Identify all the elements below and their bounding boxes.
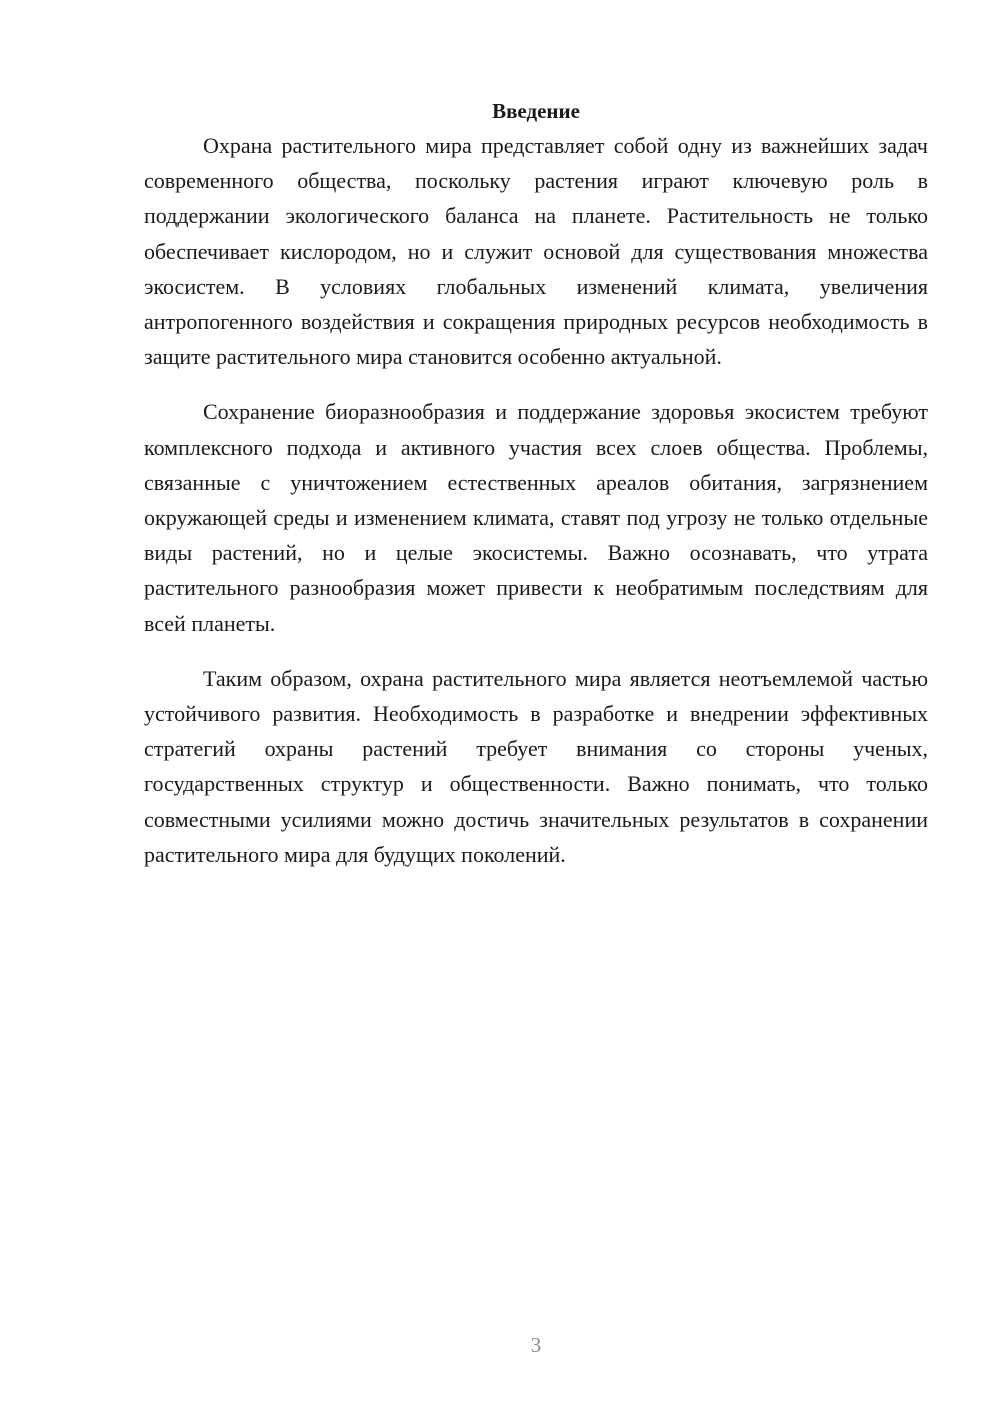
section-heading: Введение <box>492 99 580 123</box>
paragraph-1: Охрана растительного мира представляет собой одну из важнейших задач современного общества, поскольку растения играют ключевую роль в поддержании экологического баланса на планете. Растительность не только обеспечивает кислородом, но и служит основой для существования множества экосистем. В условиях глобальных изменений климата, увеличения антропогенного воздействия и сокращения природных ресурсов необходимость в защите растительного мира становится особенно актуальной. <box>144 133 928 370</box>
page-number: 3 <box>530 1333 542 1357</box>
document-page <box>144 96 928 892</box>
paragraph-2: Сохранение биоразнообразия и поддержание здоровья экосистем требуют комплексного подхода и активного участия всех слоев общества. Проблемы, связанные с уничтожением естественных ареалов обитания, загрязнением окружающей среды и изменением климата, ставят под угрозу не только отдельные виды растений, но и целые экосистемы. Важно осознавать, что утрата растительного разнообразия может привести к необратимым последствиям для всей планеты. <box>144 399 928 636</box>
paragraph-3: Таким образом, охрана растительного мира является неотъемлемой частью устойчивого развития. Необходимость в разработке и внедрении эффективных стратегий охраны растений требует внимания со стороны ученых, государственных структур и общественности. Важно понимать, что только совместными усилиями можно достичь значительных результатов в сохранении растительного мира для будущих поколений. <box>144 665 928 867</box>
